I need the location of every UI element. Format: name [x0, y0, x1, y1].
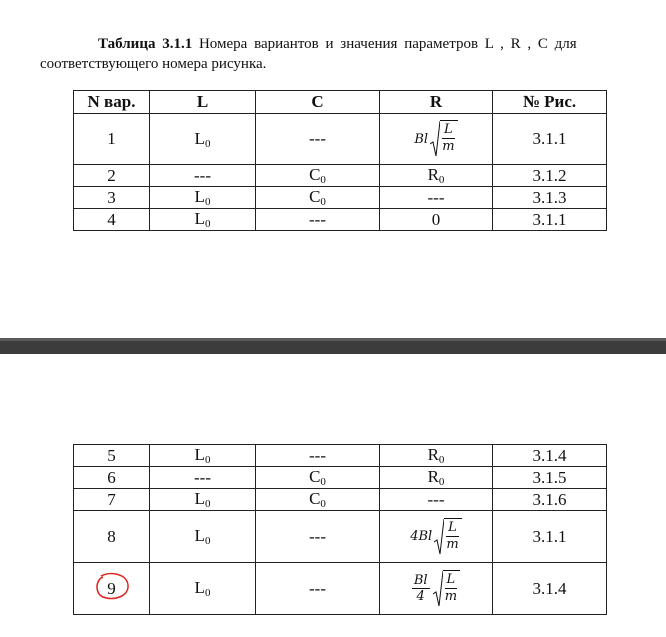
- table-row: [74, 209, 607, 231]
- table-row: [74, 467, 607, 489]
- cell-r-formula: [380, 114, 493, 165]
- cell-l: ---: [150, 467, 256, 489]
- cell-r-formula: [380, 511, 493, 563]
- cell-l: $L_0$: [150, 187, 256, 209]
- cell-variant: [74, 563, 150, 615]
- cell-figure: 3.1.1: [493, 209, 607, 231]
- header-c: C: [256, 91, 380, 114]
- table-row: [74, 489, 607, 511]
- table-row: [74, 114, 607, 165]
- cell-l: $L_0$: [150, 209, 256, 231]
- cell-r: ---: [380, 187, 493, 209]
- cell-c: $C_0$: [256, 187, 380, 209]
- table-row: [74, 187, 607, 209]
- cell-c: $C_0$: [256, 165, 380, 187]
- cell-figure: 3.1.4: [493, 563, 607, 615]
- table-header-row: [74, 91, 607, 114]
- cell-l: $L_0$: [150, 114, 256, 165]
- cell-c: $C_0$: [256, 467, 380, 489]
- cell-c: ---: [256, 209, 380, 231]
- header-figure: № Рис.: [493, 91, 607, 114]
- caption-line-1: [40, 34, 640, 54]
- cell-variant: 1: [74, 114, 150, 165]
- cell-variant: 4: [74, 209, 150, 231]
- cell-r: $R_0$: [380, 165, 493, 187]
- cell-figure: 3.1.4: [493, 445, 607, 467]
- header-l: L: [150, 91, 256, 114]
- cell-variant: 8: [74, 511, 150, 563]
- cell-l: $L_0$: [150, 445, 256, 467]
- cell-variant: 7: [74, 489, 150, 511]
- cell-figure: 3.1.2: [493, 165, 607, 187]
- table-row: [74, 563, 607, 615]
- cell-r-formula: [380, 563, 493, 615]
- cell-c: ---: [256, 511, 380, 563]
- circled-variant-number: 9: [101, 577, 122, 601]
- cell-c: ---: [256, 445, 380, 467]
- formula-4bl-sqrt-l-over-m: 4Bl L m: [410, 518, 462, 556]
- red-circle-annotation-icon: [93, 570, 133, 604]
- cell-figure: 3.1.6: [493, 489, 607, 511]
- table-row: [74, 445, 607, 467]
- table-caption: [40, 34, 640, 74]
- cell-figure: 3.1.1: [493, 511, 607, 563]
- cell-figure: 3.1.1: [493, 114, 607, 165]
- cell-figure: 3.1.5: [493, 467, 607, 489]
- cell-r: $R_0$: [380, 445, 493, 467]
- cell-figure: 3.1.3: [493, 187, 607, 209]
- formula-bl-over-4-sqrt-l-over-m: $\frac{Bl}{4}$ L m: [412, 570, 460, 608]
- cell-l: ---: [150, 165, 256, 187]
- variants-table-top: [73, 90, 607, 231]
- header-variant: N вар.: [74, 91, 150, 114]
- cell-variant: 3: [74, 187, 150, 209]
- cell-l: $L_0$: [150, 563, 256, 615]
- caption-line-2: соответствующего номера рисунка.: [40, 56, 267, 72]
- cell-r: $R_0$: [380, 467, 493, 489]
- table-row: [74, 511, 607, 563]
- table-row: [74, 165, 607, 187]
- cell-variant: 2: [74, 165, 150, 187]
- cell-c: ---: [256, 563, 380, 615]
- cell-l: $L_0$: [150, 511, 256, 563]
- cell-r: 0: [380, 209, 493, 231]
- caption-text: Номера вариантов и значения параметров L , R , C для: [192, 36, 577, 52]
- page-separator: [0, 338, 666, 354]
- formula-bl-sqrt-l-over-m: Bl L m: [414, 120, 457, 158]
- caption-table-number: Таблица 3.1.1: [98, 36, 193, 52]
- cell-variant: 6: [74, 467, 150, 489]
- variants-table-bottom: [73, 444, 607, 615]
- cell-l: $L_0$: [150, 489, 256, 511]
- header-r: R: [380, 91, 493, 114]
- cell-c: ---: [256, 114, 380, 165]
- cell-variant: 5: [74, 445, 150, 467]
- cell-c: $C_0$: [256, 489, 380, 511]
- cell-r: ---: [380, 489, 493, 511]
